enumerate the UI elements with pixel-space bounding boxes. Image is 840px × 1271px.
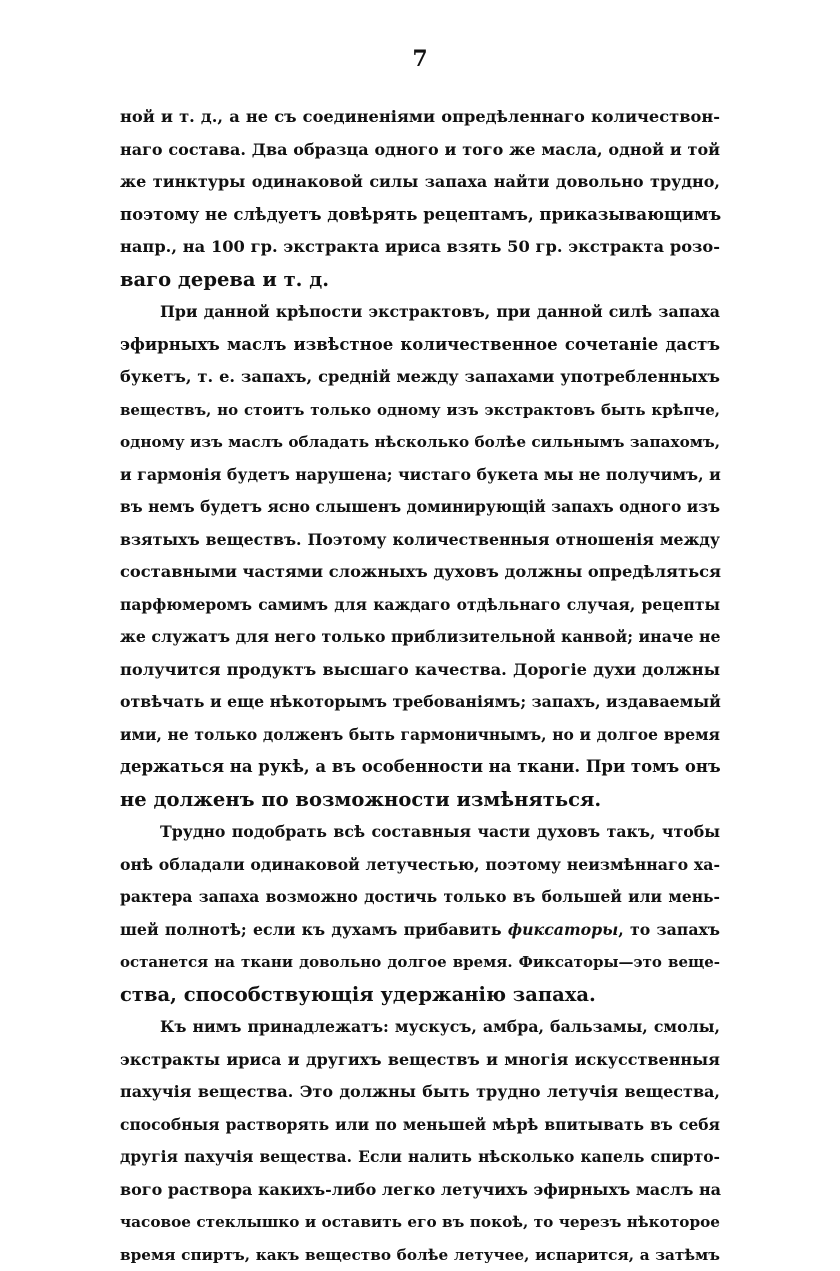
text-line-with-emphasis [120, 914, 720, 947]
text-line: останется на ткани довольно долгое время. Фиксаторы—это веще- [120, 946, 720, 979]
text-line: не долженъ по возможности измѣняться. [120, 784, 720, 817]
text-line: въ немъ будетъ ясно слышенъ доминирующій запахъ одного изъ [120, 491, 720, 524]
text-line: ваго дерева и т. д. [120, 264, 720, 297]
text-line: пахучія вещества. Это должны быть трудно летучія вещества, [120, 1076, 720, 1109]
text-line: напр., на 100 гр. экстракта ириса взять 50 гр. экстракта розо- [120, 231, 720, 264]
paragraph-2 [120, 296, 720, 816]
text-line: рактера запаха возможно достичь только въ большей или мень- [120, 881, 720, 914]
text-line: веществъ, но стоитъ только одному изъ экстрактовъ быть крѣпче, [120, 394, 720, 427]
text-line: Трудно подобрать всѣ составныя части духовъ такъ, чтобы [120, 816, 720, 849]
text-line: же тинктуры одинаковой силы запаха найти довольно трудно, [120, 166, 720, 199]
paragraph-3 [120, 816, 720, 1011]
text-line: ной и т. д., а не съ соединеніями опредѣленнаго количествон- [120, 101, 720, 134]
text-line: одному изъ маслъ обладать нѣсколько болѣе сильнымъ запахомъ, [120, 426, 720, 459]
paragraph-1 [120, 101, 720, 296]
text-line: ства, способствующія удержанію запаха. [120, 979, 720, 1012]
text-line: составными частями сложныхъ духовъ должны опредѣляться [120, 556, 720, 589]
text-line: Къ нимъ принадлежатъ: мускусъ, амбра, бальзамы, смолы, [120, 1011, 720, 1044]
body-text [120, 101, 720, 1271]
text-line: другія пахучія вещества. Если налить нѣсколько капель спирто- [120, 1141, 720, 1174]
emphasized-term: фиксаторы [508, 920, 618, 939]
text-line: поэтому не слѣдуетъ довѣрять рецептамъ, приказывающимъ [120, 199, 720, 232]
text-line: способныя растворять или по меньшей мѣрѣ впитывать въ себя [120, 1109, 720, 1142]
text-line: часовое стеклышко и оставить его въ покоѣ, то черезъ нѣкоторое [120, 1206, 720, 1239]
page-number: 7 [0, 46, 840, 72]
text-line: взятыхъ веществъ. Поэтому количественныя отношенія между [120, 524, 720, 557]
paragraph-4 [120, 1011, 720, 1271]
text-line: эфирныхъ маслъ извѣстное количественное сочетаніе дастъ [120, 329, 720, 362]
text-line: вого раствора какихъ-либо легко летучихъ эфирныхъ маслъ на [120, 1174, 720, 1207]
text-line: время спиртъ, какъ вещество болѣе летучее, испарится, а затѣмъ [120, 1239, 720, 1271]
text-line: получится продуктъ высшаго качества. Дорогіе духи должны [120, 654, 720, 687]
text-line: отвѣчать и еще нѣкоторымъ требованіямъ; запахъ, издаваемый [120, 686, 720, 719]
text-line: онѣ обладали одинаковой летучестью, поэтому неизмѣннаго ха- [120, 849, 720, 882]
text-line: же служатъ для него только приблизительной канвой; иначе не [120, 621, 720, 654]
text-line: держаться на рукѣ, а въ особенности на ткани. При томъ онъ [120, 751, 720, 784]
text-line: и гармонія будетъ нарушена; чистаго букета мы не получимъ, и [120, 459, 720, 492]
text-line: букетъ, т. е. запахъ, средній между запахами употребленныхъ [120, 361, 720, 394]
text-line: парфюмеромъ самимъ для каждаго отдѣльнаго случая, рецепты [120, 589, 720, 622]
text-line: При данной крѣпости экстрактовъ, при данной силѣ запаха [120, 296, 720, 329]
text-line: ими, не только долженъ быть гармоничнымъ, но и долгое время [120, 719, 720, 752]
text-line: экстракты ириса и другихъ веществъ и многія искусственныя [120, 1044, 720, 1077]
text-fragment: , то запахъ [618, 920, 720, 939]
text-line: наго состава. Два образца одного и того же масла, одной и той [120, 134, 720, 167]
text-fragment: шей полнотѣ; если къ духамъ прибавить [120, 920, 502, 939]
